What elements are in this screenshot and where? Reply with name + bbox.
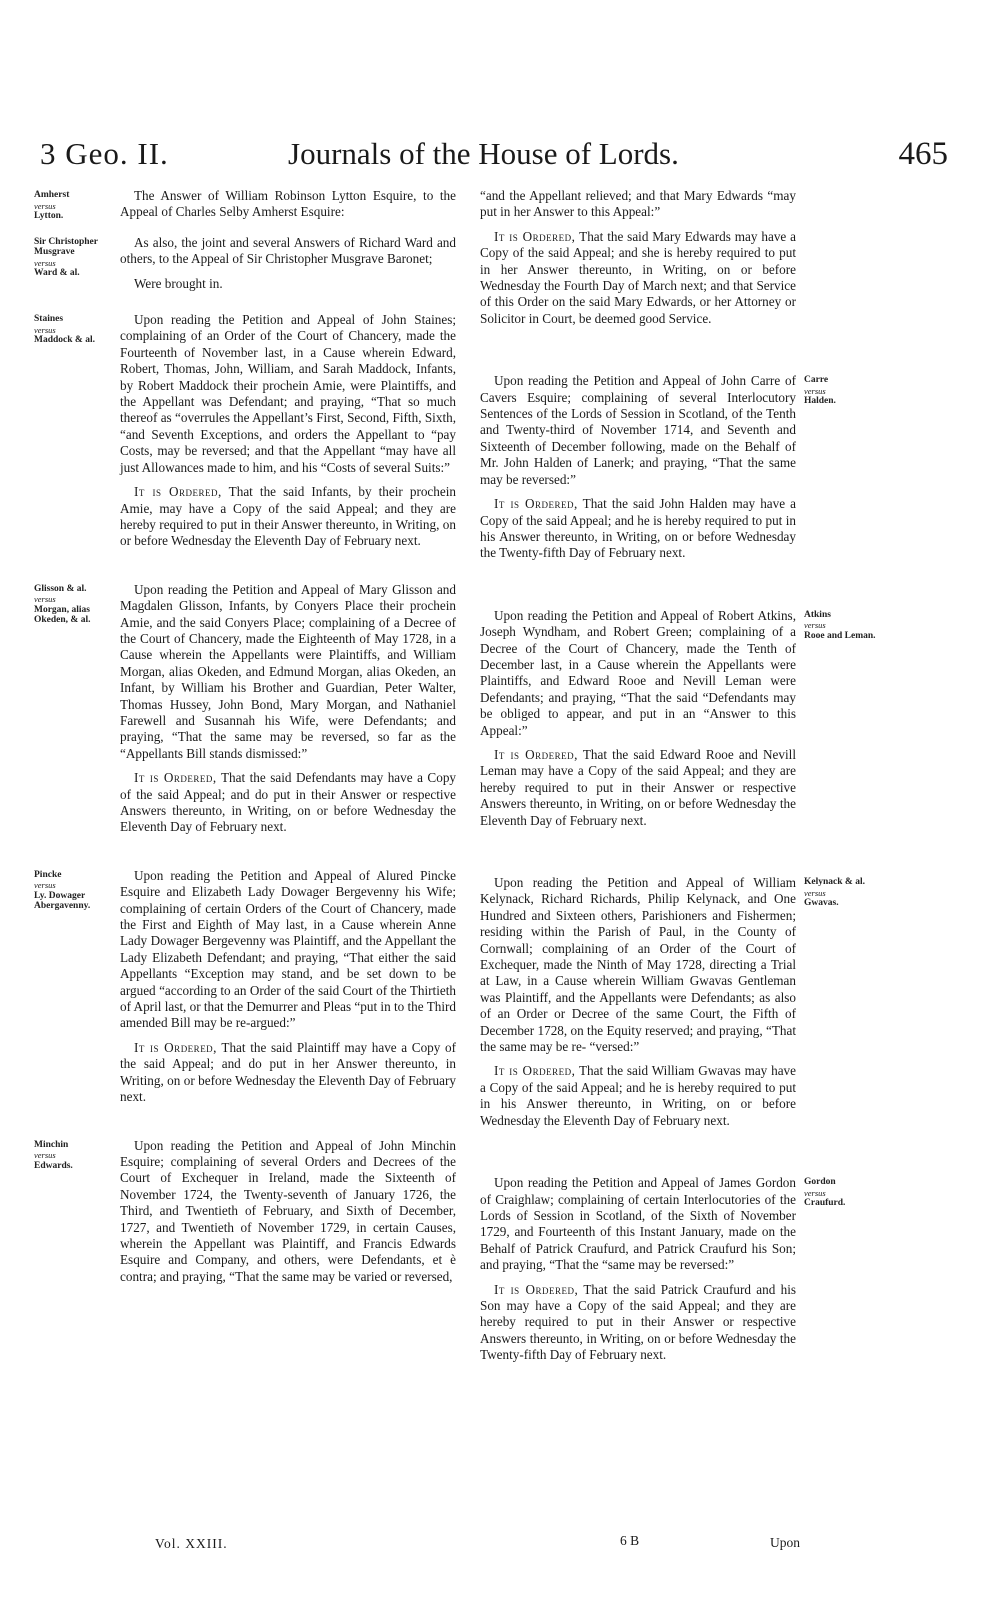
answer-lytton: The Answer of William Robinson Lytton Esquire, to the Appeal of Charles Selby Amherst Esquire:	[120, 188, 456, 220]
entry-staines	[34, 312, 456, 550]
entry-lytton	[34, 188, 456, 221]
margin-note-atkins: Atkins versus Rooe and Leman.	[804, 609, 876, 641]
order-pincke: It is Ordered, That the said Plaintiff may have a Copy of the said Appeal; and do put in her Answer thereunto, in Writing, on or before Wednesday the Eleventh Day of February next.	[120, 1039, 456, 1105]
order-minchin: It is Ordered, That the said Mary Edwards may have a Copy of the said Appeal; and she is hereby required to put in her Answer thereunto, in Writing, on or before Wednesday the Fourth Day of March next; and that Service of this Order on the said Mary Edwards, or her Attorney or Solicitor in Court, be deemed good Service.	[480, 228, 797, 326]
entry-atkins	[480, 607, 876, 829]
petition-staines: Upon reading the Petition and Appeal of John Staines; complaining of an Order of the Court of Chancery, made the Fourteenth of November last, in a Cause wherein Edward, Robert, Thomas, John, William, and Sarah Maddock, Infants, by Robert Maddock their prochein Amie, were Plaintiffs, and the Appellant was Defendant; and praying, “That so much thereof as “overrules the Appellant’s First, Second, Fifth, Sixth, “and Seventh Exceptions, and orders the Appellant to “pay Costs, may be reversed; and that the Appellant “may have all just Allowances made to him, and his “Costs of several Suits:”	[120, 312, 456, 475]
petition-pincke: Upon reading the Petition and Appeal of Alured Pincke Esquire and Elizabeth Lady Dowager Bergevenny his Wife; complaining of certain Orders of the Court of Chancery, made the First and Eighth of May last, in a Cause wherein Anne Lady Dowager Bergevenny was Plaintiff, and the Appellant the Lady Elizabeth Defendant; and praying, “That either the said Appellants “Exception may stand, and be set down to be argued “according to an Order of the said Court of the Thirtieth of April last, or that the Demurrer and Pleas “put in to the Third amended Bill may be re-argued:”	[120, 867, 456, 1031]
order-glisson: It is Ordered, That the said Defendants may have a Copy of the said Appeal; and do put in their Answer or respective Answers thereunto, in Writing, on or before Wednesday the Eleventh Day of February next.	[120, 770, 457, 835]
margin-note-minchin: Minchin versus Edwards.	[34, 1139, 73, 1171]
entry-minchin	[34, 1137, 456, 1286]
order-carre: It is Ordered, That the said John Halden may have a Copy of the said Appeal; and he is hereby required to put in his Answer thereunto, in Writing, on or before Wednesday the Twenty-fifth Day of February next.	[480, 496, 797, 561]
entry-musgrave	[34, 234, 456, 292]
order-atkins: It is Ordered, That the said Edward Rooe and Nevill Leman may have a Copy of the said Appeal; and they are hereby required to put in their Answer or respective Answers thereunto, in Writing, on or before Wednesday the Eleventh Day of February next.	[480, 746, 796, 828]
petition-gordon: Upon reading the Petition and Appeal of James Gordon of Craighlaw; complaining of certain Interlocutories of the Lords of Session in Scotland, of the Sixth of November 1729, and Fourteenth of this Instant January, made on the Behalf of Patrick Craufurd, and Patrick Craufurd his Son; and praying, “That the “same may be reversed:”	[480, 1175, 796, 1273]
margin-note-staines: Staines versus Maddock & al.	[34, 314, 95, 346]
left-column	[34, 188, 457, 1299]
volume-label: Vol. XXIII.	[155, 1536, 228, 1551]
brought-in-line: Were brought in.	[134, 275, 223, 291]
entry-gordon	[480, 1175, 846, 1363]
running-title: Journals of the House of Lords.	[288, 136, 679, 171]
petition-glisson: Upon reading the Petition and Appeal of Mary Glisson and Magdalen Glisson, Infants, by Conyers Place their prochein Amie, and the said Conyers Place; complaining of a Decree of the Court of Chancery, made the Eighteenth of May 1728, in a Cause wherein the Appellants were Plaintiffs, and William Morgan, alias Okeden, and Edmund Morgan, alias Okeden, an Infant, by William his Brother and Guardian, Peter Walter, Thomas Hussey, John Bond, Mary Morgan, and Nathaniel Farewell and Susannah his Wife, were Defendants; and praying, “That the same may be reversed, so far as the “Appellants Bill stands dismissed:”	[120, 581, 456, 761]
petition-carre: Upon reading the Petition and Appeal of John Carre of Cavers Esquire; complaining of several Interlocutory Sentences of the Lords of Session in Scotland, of the Tenth and Twenty-third of November 1714, and Seventh and Sixteenth of December following, made on the Behalf of Mr. John Halden of Lanerk; and praying, “That the same may be reversed:”	[480, 373, 796, 487]
margin-note-gordon: Gordon versus Craufurd.	[804, 1177, 846, 1209]
right-column	[480, 188, 876, 1378]
margin-note-carre: Carre versus Halden.	[804, 375, 836, 407]
order-kelynack: It is Ordered, That the said William Gwavas may have a Copy of the said Appeal; and he is hereby required to put in his Answer thereunto, in Writing, on or before Wednesday the Eleventh Day of February next.	[480, 1063, 796, 1128]
page-number: 465	[898, 136, 948, 172]
page-header	[40, 128, 952, 188]
answer-musgrave: As also, the joint and several Answers of Richard Ward and others, to the Appeal of Sir Christopher Musgrave Baronet;	[120, 234, 456, 267]
margin-note-musgrave: Sir Christopher Musgrave versus Ward & al.	[34, 236, 98, 279]
signature-mark: 6 B	[620, 1533, 640, 1548]
petition-minchin-continued: “and the Appellant relieved; and that Mary Edwards “may put in her Answer to this Appeal:”	[480, 188, 796, 220]
catchword: Upon	[770, 1535, 800, 1550]
petition-kelynack: Upon reading the Petition and Appeal of William Kelynack, Richard Richards, Philip Kelynack, and One Hundred and Sixteen others, Parishioners and Fishermen; residing within the Parish of Paul, in the County of Cornwall; complaining of an Order of the Court of Exchequer, made the Ninth of May 1728, directing a Trial at Law, in a Cause wherein William Gwavas Gentleman was Plaintiff, and the Appellants were Defendants; as also of an Order or Decree of the same Court, the Fifth of December 1728, on the Equity reserved; and praying, “That the same may be re- “versed:”	[480, 875, 796, 1055]
regnal-year: 3 Geo. II.	[40, 136, 169, 171]
entry-pincke	[34, 867, 456, 1106]
petition-minchin: Upon reading the Petition and Appeal of John Minchin Esquire; complaining of several Orders and Decrees of the Court of Exchequer in Ireland, made the Sixteenth of November 1724, the Twenty-seventh of January 1726, the Third, and Twentieth of February, and Sixth of December, 1727, and Twentieth of November 1729, in certain Causes, wherein the Appellant was Plaintiff, and Francis Edwards Esquire and Company, and others, were Defendants, et è contra; and praying, “That the same may be varied or reversed,	[120, 1137, 456, 1284]
petition-atkins: Upon reading the Petition and Appeal of Robert Atkins, Joseph Wyndham, and Robert Green; complaining of a Decree of the Court of Chancery, made the Tenth of December last, in a Cause wherein the Appellants were Plaintiffs, and Edward Rooe and Nevill Leman were Defendants; and praying, “That the said “Defendants may be obliged to appear, and put in an “Answer to this Appeal:”	[480, 607, 796, 738]
margin-note-kelynack: Kelynack & al. versus Gwavas.	[804, 877, 865, 908]
entry-glisson	[34, 581, 457, 836]
entry-minchin-continued	[480, 188, 796, 327]
entry-kelynack	[480, 875, 865, 1129]
margin-note-lytton: Amherst versus Lytton.	[34, 190, 70, 221]
entry-carre	[480, 373, 836, 561]
order-gordon: It is Ordered, That the said Patrick Craufurd and his Son may have a Copy of the said Appeal; and they are hereby required to put in their Answer or respective Answers thereunto, in Writing, on or before Wednesday the Twenty-fifth Day of February next.	[480, 1281, 796, 1363]
margin-note-glisson: Glisson & al. versus Morgan, alias Okeden, & al.	[34, 583, 91, 626]
order-staines: It is Ordered, That the said Infants, by their prochein Amie, may have a Copy of the said Appeal; and they are hereby required to put in their Answer thereunto, in Writing, on or before Wednesday the Eleventh Day of February next.	[120, 484, 456, 549]
margin-note-pincke: Pincke versus Ly. Dowager Abergavenny.	[34, 869, 91, 912]
